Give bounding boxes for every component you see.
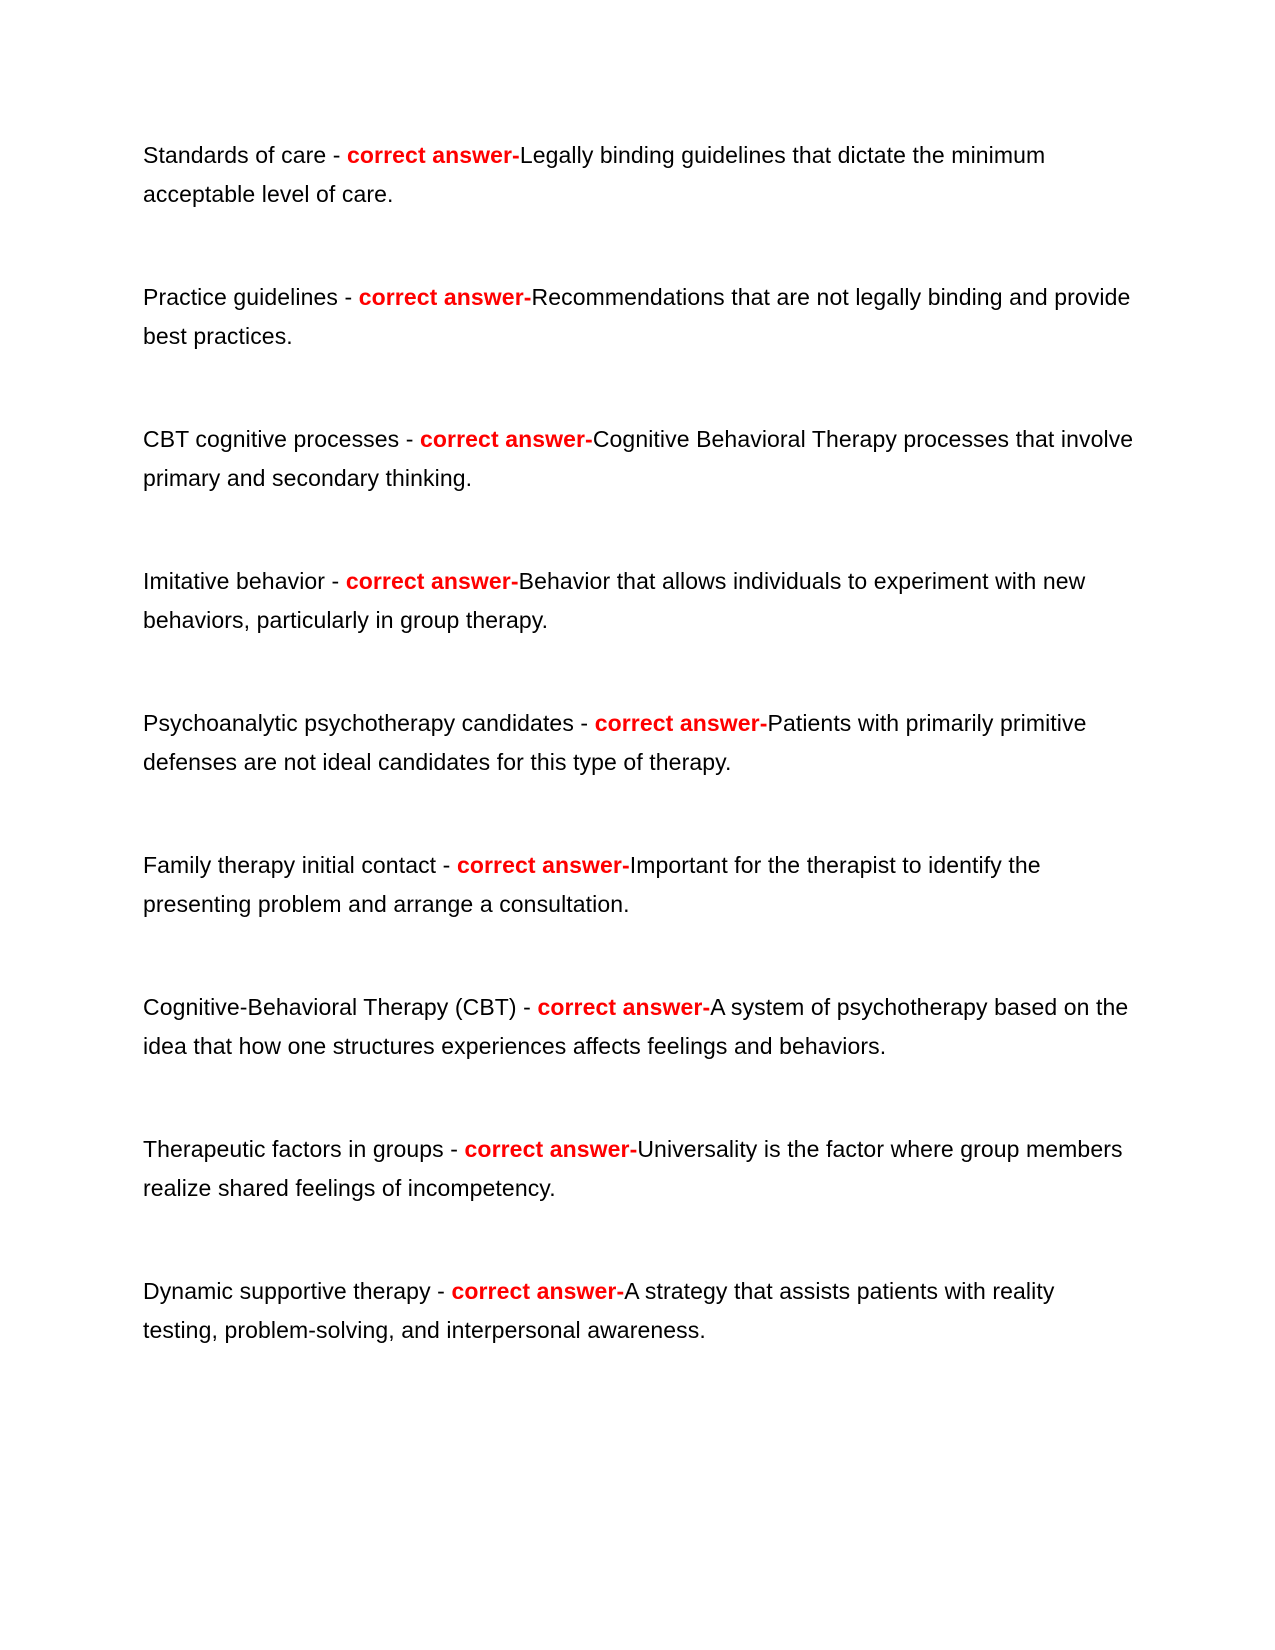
correct-answer-label: correct answer- [420,426,593,452]
correct-answer-label: correct answer- [345,568,519,594]
term-separator: - [573,710,595,736]
correct-answer-label: correct answer- [451,1278,625,1304]
qa-entry [143,846,1135,924]
correct-answer-label: correct answer- [358,284,532,310]
qa-entry [143,278,1135,356]
term-text: Family therapy initial contact [143,852,437,878]
qa-entry [143,1272,1135,1350]
term-text: Therapeutic factors in groups [143,1136,444,1162]
definition-text: A strategy that assists patients with reality testing, problem-solving, and interpersonal awareness. [143,1278,1055,1343]
correct-answer-label: correct answer- [464,1136,638,1162]
term-separator: - [516,994,538,1020]
term-text: Cognitive-Behavioral Therapy (CBT) [143,994,517,1020]
qa-entry [143,988,1135,1066]
definition-text: Legally binding guidelines that dictate the minimum acceptable level of care. [143,142,1046,207]
correct-answer-label: correct answer- [594,710,768,736]
qa-entry [143,1130,1135,1208]
term-separator: - [430,1278,452,1304]
term-separator: - [325,568,346,594]
qa-entry [143,420,1135,498]
term-separator: - [337,284,359,310]
term-separator: - [436,852,457,878]
qa-entry [143,562,1135,640]
definition-text: Universality is the factor where group members realize shared feelings of incompetency. [143,1136,1123,1201]
qa-entry [143,704,1135,782]
term-separator: - [399,426,421,452]
term-text: Standards of care [143,142,327,168]
qa-entry [143,136,1135,214]
term-text: CBT cognitive processes [143,426,400,452]
correct-answer-label: correct answer- [456,852,630,878]
term-text: Practice guidelines [143,284,338,310]
definition-text: Patients with primarily primitive defenses are not ideal candidates for this type of therapy. [143,710,1087,775]
correct-answer-label: correct answer- [537,994,711,1020]
term-text: Psychoanalytic psychotherapy candidates [143,710,574,736]
definition-text: Important for the therapist to identify the presenting problem and arrange a consultation. [143,852,1041,917]
definition-text: A system of psychotherapy based on the idea that how one structures experiences affects feelings and behaviors. [143,994,1129,1059]
term-text: Dynamic supportive therapy [143,1278,431,1304]
definition-text: Behavior that allows individuals to experiment with new behaviors, particularly in group therapy. [143,568,1086,633]
term-separator: - [326,142,348,168]
definition-text: Recommendations that are not legally binding and provide best practices. [143,284,1131,349]
definition-text: Cognitive Behavioral Therapy processes that involve primary and secondary thinking. [143,426,1134,491]
correct-answer-label: correct answer- [347,142,520,168]
qa-list [143,136,1135,1350]
term-separator: - [443,1136,465,1162]
term-text: Imitative behavior [143,568,326,594]
